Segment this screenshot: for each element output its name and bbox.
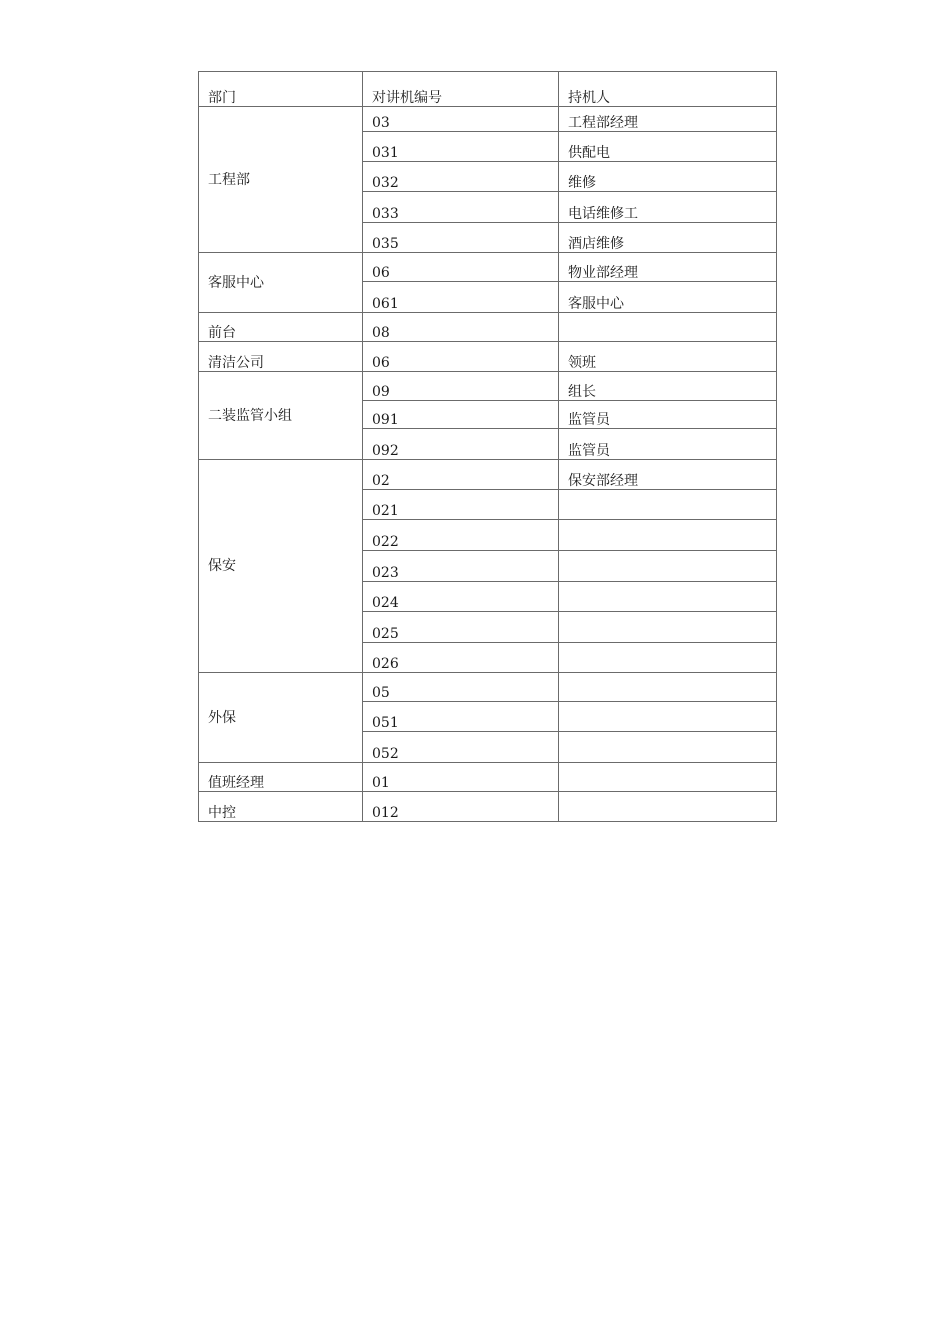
radio-number-cell: 06 bbox=[363, 342, 559, 372]
table-row bbox=[199, 460, 777, 490]
radio-number-cell: 02 bbox=[363, 460, 559, 490]
department-cell: 客服中心 bbox=[199, 253, 363, 313]
department-cell: 清洁公司 bbox=[199, 342, 363, 372]
department-cell: 外保 bbox=[199, 673, 363, 763]
radio-number-cell: 032 bbox=[363, 162, 559, 192]
radio-number-cell: 09 bbox=[363, 372, 559, 401]
radio-number-cell: 08 bbox=[363, 313, 559, 342]
radio-number-cell: 03 bbox=[363, 107, 559, 132]
department-cell: 值班经理 bbox=[199, 763, 363, 792]
radio-number-cell: 022 bbox=[363, 520, 559, 551]
holder-cell bbox=[559, 490, 777, 520]
table-row bbox=[199, 107, 777, 132]
department-cell: 二装监管小组 bbox=[199, 372, 363, 460]
table-row bbox=[199, 792, 777, 822]
radio-number-cell: 021 bbox=[363, 490, 559, 520]
holder-cell: 保安部经理 bbox=[559, 460, 777, 490]
holder-cell bbox=[559, 792, 777, 822]
radio-number-cell: 033 bbox=[363, 192, 559, 223]
holder-cell bbox=[559, 673, 777, 702]
holder-cell: 电话维修工 bbox=[559, 192, 777, 223]
table-row bbox=[199, 372, 777, 401]
table-row bbox=[199, 342, 777, 372]
radio-number-cell: 026 bbox=[363, 643, 559, 673]
table-row bbox=[199, 313, 777, 342]
header-department: 部门 bbox=[199, 72, 363, 107]
radio-number-cell: 061 bbox=[363, 282, 559, 313]
radio-number-cell: 052 bbox=[363, 732, 559, 763]
holder-cell bbox=[559, 520, 777, 551]
radio-number-cell: 06 bbox=[363, 253, 559, 282]
holder-cell bbox=[559, 313, 777, 342]
holder-cell: 酒店维修 bbox=[559, 223, 777, 253]
table-row bbox=[199, 763, 777, 792]
radio-number-cell: 023 bbox=[363, 551, 559, 582]
holder-cell: 客服中心 bbox=[559, 282, 777, 313]
holder-cell: 供配电 bbox=[559, 132, 777, 162]
department-cell: 保安 bbox=[199, 460, 363, 673]
holder-cell bbox=[559, 582, 777, 612]
radio-number-cell: 012 bbox=[363, 792, 559, 822]
holder-cell bbox=[559, 612, 777, 643]
holder-cell bbox=[559, 551, 777, 582]
walkie-talkie-assignment-table bbox=[198, 71, 777, 822]
radio-number-cell: 091 bbox=[363, 401, 559, 429]
department-cell: 中控 bbox=[199, 792, 363, 822]
radio-number-cell: 035 bbox=[363, 223, 559, 253]
radio-number-cell: 031 bbox=[363, 132, 559, 162]
table-body bbox=[199, 72, 777, 822]
holder-cell: 物业部经理 bbox=[559, 253, 777, 282]
holder-cell bbox=[559, 763, 777, 792]
radio-number-cell: 024 bbox=[363, 582, 559, 612]
radio-number-cell: 092 bbox=[363, 429, 559, 460]
holder-cell: 监管员 bbox=[559, 401, 777, 429]
header-radio-number: 对讲机编号 bbox=[363, 72, 559, 107]
radio-number-cell: 05 bbox=[363, 673, 559, 702]
table-header-row bbox=[199, 72, 777, 107]
radio-number-cell: 051 bbox=[363, 702, 559, 732]
radio-number-cell: 025 bbox=[363, 612, 559, 643]
holder-cell: 监管员 bbox=[559, 429, 777, 460]
holder-cell bbox=[559, 732, 777, 763]
holder-cell: 领班 bbox=[559, 342, 777, 372]
holder-cell: 组长 bbox=[559, 372, 777, 401]
holder-cell: 维修 bbox=[559, 162, 777, 192]
header-holder: 持机人 bbox=[559, 72, 777, 107]
table-row bbox=[199, 673, 777, 702]
table-row bbox=[199, 253, 777, 282]
department-cell: 前台 bbox=[199, 313, 363, 342]
holder-cell bbox=[559, 702, 777, 732]
department-cell: 工程部 bbox=[199, 107, 363, 253]
holder-cell bbox=[559, 643, 777, 673]
radio-number-cell: 01 bbox=[363, 763, 559, 792]
holder-cell: 工程部经理 bbox=[559, 107, 777, 132]
